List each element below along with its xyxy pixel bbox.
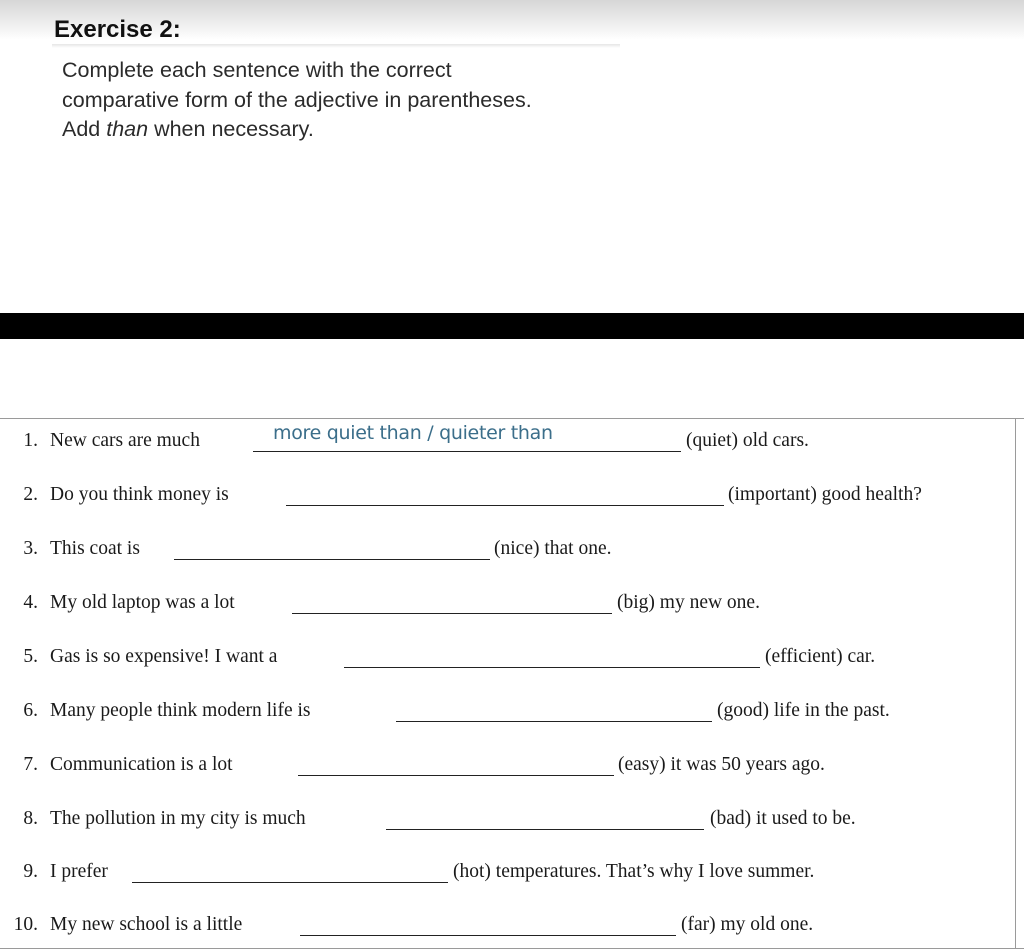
item-number: 3.: [23, 538, 38, 559]
answer-blank[interactable]: [298, 775, 614, 776]
item-text-after: (quiet) old cars.: [686, 430, 809, 451]
answer-blank[interactable]: [344, 667, 760, 668]
instructions-line-1: Complete each sentence with the correct: [62, 58, 452, 82]
answer-blank[interactable]: [174, 559, 490, 560]
item-number: 10.: [13, 914, 38, 935]
item-text-before: Do you think money is: [50, 484, 229, 505]
answer-blank[interactable]: [396, 721, 712, 722]
title-divider: [52, 44, 620, 48]
item-number: 6.: [23, 700, 38, 721]
item-text-before: The pollution in my city is much: [50, 808, 306, 829]
item-text-after: (efficient) car.: [765, 646, 876, 667]
item-text-before: My old laptop was a lot: [50, 592, 235, 613]
item-text-before: This coat is: [50, 538, 140, 559]
instructions-line-3: [62, 115, 622, 145]
handwritten-answer: more quiet than / quieter than: [273, 422, 553, 444]
item-text-before: Gas is so expensive! I want a: [50, 646, 278, 667]
answer-blank[interactable]: [300, 935, 676, 936]
instructions-line-3-prefix: Add: [62, 117, 107, 141]
answer-blank[interactable]: [253, 451, 681, 452]
answer-blank[interactable]: [386, 829, 704, 830]
item-text-after: (important) good health?: [728, 484, 922, 505]
instructions-line-2: comparative form of the adjective in parentheses.: [62, 87, 532, 112]
answer-blank[interactable]: [132, 882, 448, 883]
item-text-before: I prefer: [50, 861, 108, 882]
instructions-line-3-italic: than: [106, 117, 149, 141]
item-text-before: My new school is a little: [50, 914, 243, 935]
instructions: [62, 56, 622, 145]
exercise-box-right-border: [1015, 418, 1016, 949]
answer-blank[interactable]: [292, 613, 612, 614]
item-number: 8.: [23, 808, 38, 829]
item-number: 9.: [23, 861, 38, 882]
item-text-before: New cars are much: [50, 430, 200, 451]
item-text-after: (nice) that one.: [494, 538, 612, 559]
answer-blank[interactable]: [286, 505, 724, 506]
item-number: 2.: [23, 484, 38, 505]
item-text-after: (good) life in the past.: [717, 700, 890, 721]
exercise-title: Exercise 2:: [54, 16, 181, 43]
item-number: 5.: [23, 646, 38, 667]
instructions-line-3-suffix: when necessary.: [148, 117, 314, 141]
item-number: 4.: [23, 592, 38, 613]
item-number: 7.: [23, 754, 38, 775]
item-text-before: Communication is a lot: [50, 754, 233, 775]
item-text-after: (big) my new one.: [617, 592, 760, 613]
item-text-after: (bad) it used to be.: [710, 808, 856, 829]
item-text-after: (easy) it was 50 years ago.: [618, 754, 825, 775]
item-text-after: (far) my old one.: [681, 914, 814, 935]
item-text-before: Many people think modern life is: [50, 700, 311, 721]
redaction-bar: [0, 313, 1024, 339]
item-text-after: (hot) temperatures. That’s why I love summer.: [453, 861, 815, 882]
item-number: 1.: [23, 430, 38, 451]
